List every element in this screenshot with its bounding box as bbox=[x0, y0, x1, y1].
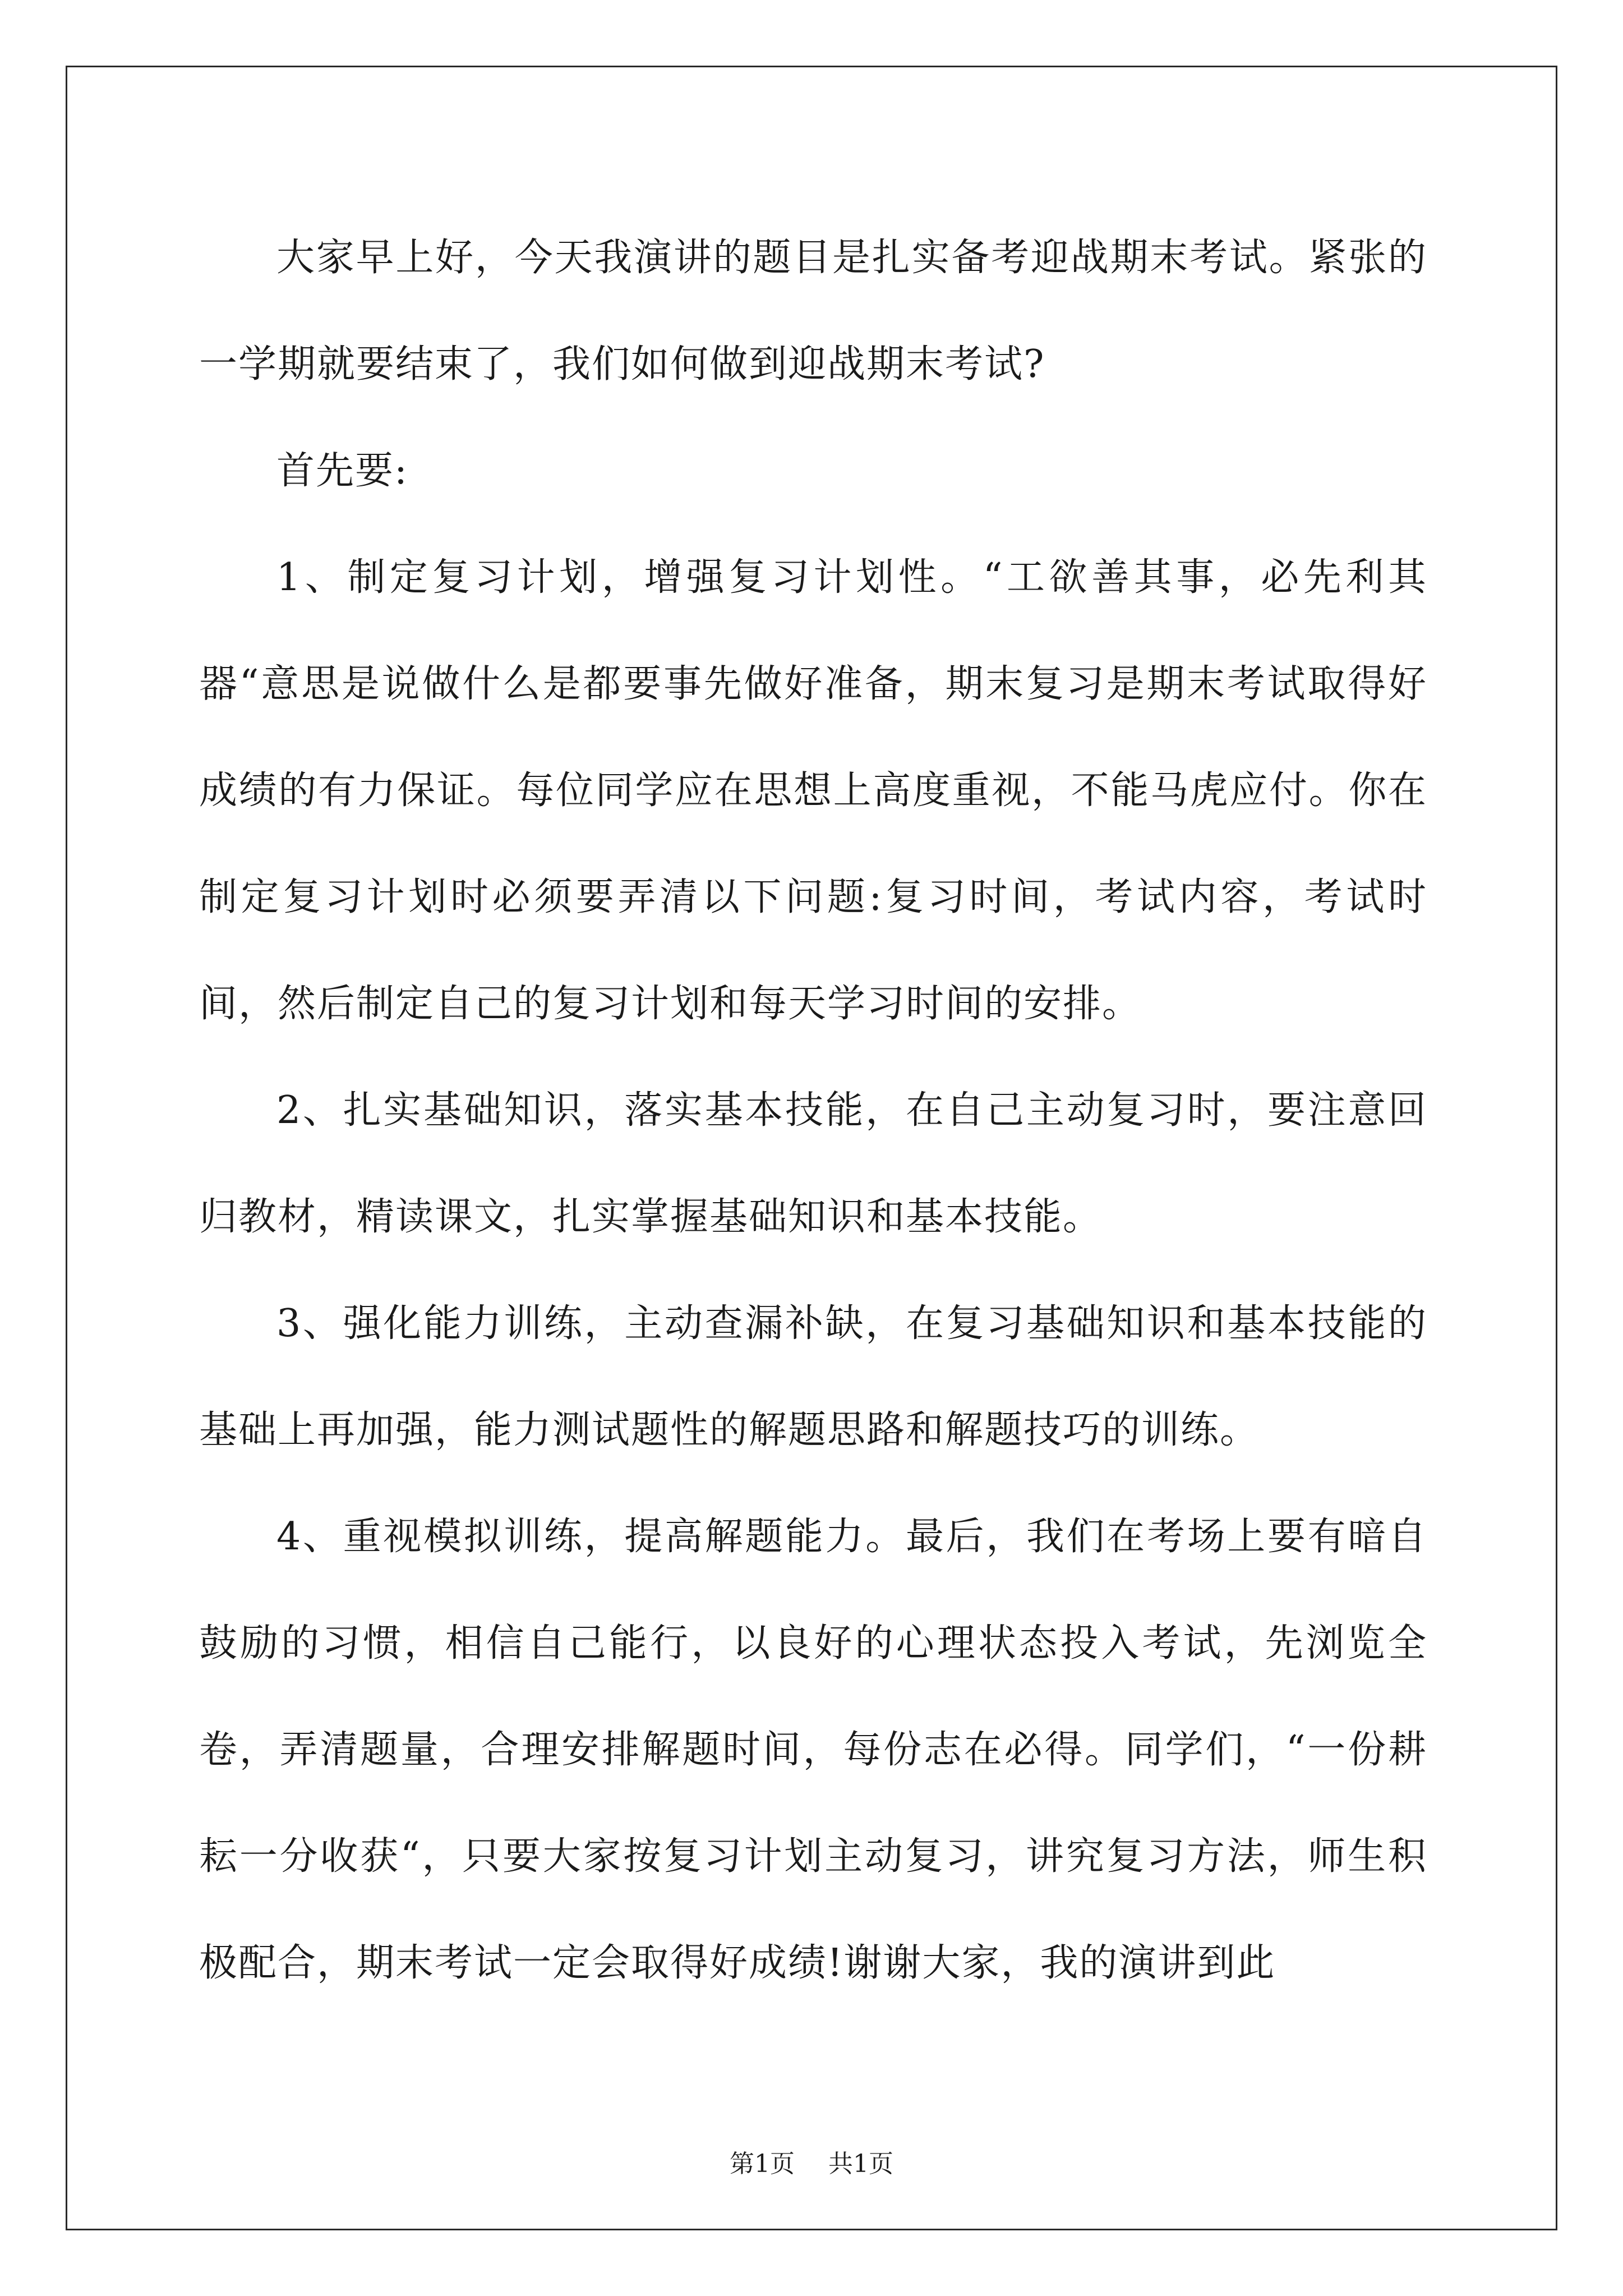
paragraph-point-1: 1、制定复习计划，增强复习计划性。“工欲善其事，必先利其器“意思是说做什么是都要事先做好准备，期末复习是期末考试取得好成绩的有力保证。每位同学应在思想上高度重视，不能马虎应付。你在制定复习计划时必须要弄清以下问题:复习时间，考试内容，考试时间，然后制定自己的复习计划和每天学习时间的安排。 bbox=[199, 555, 1427, 1026]
page-footer bbox=[0, 2147, 1623, 2181]
page-total: 共1页 bbox=[828, 2150, 893, 2178]
paragraph-greeting: 大家早上好，今天我演讲的题目是扎实备考迎战期末考试。紧张的一学期就要结束了，我们如何做到迎战期末考试? bbox=[199, 236, 1427, 386]
paragraph-first: 首先要: bbox=[276, 449, 408, 493]
page-number: 第1页 bbox=[730, 2150, 795, 2178]
document-body bbox=[199, 205, 1427, 2017]
paragraph-point-3: 3、强化能力训练，主动查漏补缺，在复习基础知识和基本技能的基础上再加强，能力测试题性的解题思路和解题技巧的训练。 bbox=[199, 1301, 1427, 1452]
paragraph-point-4: 4、重视模拟训练，提高解题能力。最后，我们在考场上要有暗自鼓励的习惯，相信自己能行，以良好的心理状态投入考试，先浏览全卷，弄清题量，合理安排解题时间，每份志在必得。同学们，“一份耕耘一分收获“，只要大家按复习计划主动复习，讲究复习方法，师生积极配合，期末考试一定会取得好成绩!谢谢大家，我的演讲到此 bbox=[199, 1515, 1427, 1985]
paragraph-point-2: 2、扎实基础知识，落实基本技能，在自己主动复习时，要注意回归教材，精读课文，扎实掌握基础知识和基本技能。 bbox=[199, 1088, 1427, 1239]
